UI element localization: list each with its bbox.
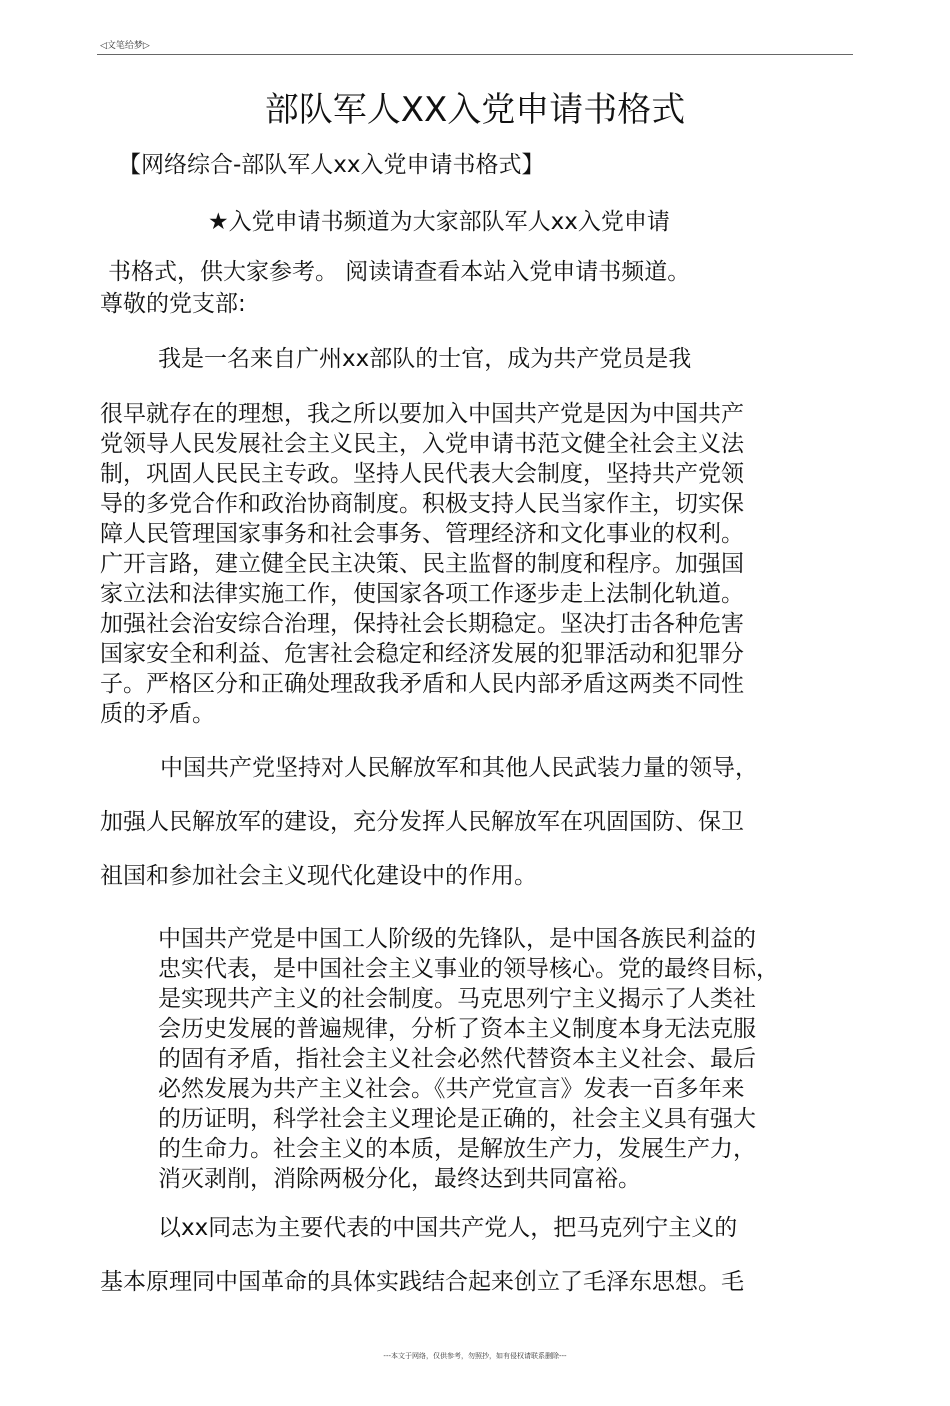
- paragraph-line: 是实现共产主义的社会制度。马克思列宁主义揭示了人类社: [158, 986, 756, 1012]
- intro-line-2: 书格式，供大家参考。 阅读请查看本站入党申请书频道。: [108, 259, 691, 285]
- paragraph-line: 的历证明，科学社会主义理论是正确的，社会主义具有强大: [158, 1106, 756, 1132]
- paragraph-2-line-3: 祖国和参加社会主义现代化建设中的作用。: [100, 863, 537, 889]
- paragraph-line: 广开言路，建立健全民主决策、民主监督的制度和程序。加强国: [100, 551, 744, 577]
- paragraph-line: 的固有矛盾，指社会主义社会必然代替资本主义社会、最后: [158, 1046, 756, 1072]
- document-title: 部队军人XX入党申请书格式: [264, 90, 686, 130]
- paragraph-1-body: [100, 399, 744, 729]
- paragraph-line: 必然发展为共产主义社会。《共产党宣言》发表一百多年来: [158, 1076, 745, 1102]
- paragraph-4-line-1: 以xx同志为主要代表的中国共产党人，把马克列宁主义的: [158, 1215, 738, 1241]
- paragraph-line: 质的矛盾。: [100, 701, 215, 727]
- paragraph-2-line-2: 加强人民解放军的建设，充分发挥人民解放军在巩固国防、保卫: [100, 809, 744, 835]
- paragraph-line: 障人民管理国家事务和社会事务、管理经济和文化事业的权利。: [100, 521, 744, 547]
- paragraph-line: 忠实代表，是中国社会主义事业的领导核心。党的最终目标，: [158, 956, 779, 982]
- paragraph-line: 加强社会治安综合治理，保持社会长期稳定。坚决打击各种危害: [100, 611, 744, 637]
- paragraph-4-line-2: 基本原理同中国革命的具体实践结合起来创立了毛泽东思想。毛: [100, 1269, 744, 1295]
- paragraph-line: 导的多党合作和政治协商制度。积极支持人民当家作主，切实保: [100, 491, 744, 517]
- paragraph-line: 国家安全和利益、危害社会稳定和经济发展的犯罪活动和犯罪分: [100, 641, 744, 667]
- paragraph-1-first-line: 我是一名来自广州xx部队的士官，成为共产党员是我: [158, 346, 692, 372]
- footer-note: ---本文于网络，仅供参考，勿照抄，如有侵权请联系删除---: [383, 1352, 567, 1360]
- paragraph-line: 很早就存在的理想，我之所以要加入中国共产党是因为中国共产: [100, 401, 744, 427]
- paragraph-line: 子。严格区分和正确处理敌我矛盾和人民内部矛盾这两类不同性: [100, 671, 744, 697]
- header-divider: [97, 54, 853, 55]
- paragraph-line: 制，巩固人民民主专政。坚持人民代表大会制度，坚持共产党领: [100, 461, 744, 487]
- paragraph-line: 会历史发展的普遍规律，分析了资本主义制度本身无法克服: [158, 1016, 756, 1042]
- paragraph-3-body: [158, 924, 779, 1194]
- paragraph-line: 的生命力。社会主义的本质，是解放生产力，发展生产力，: [158, 1136, 756, 1162]
- intro-line-1: ★入党申请书频道为大家部队军人xx入党申请: [208, 209, 670, 235]
- header-mark: ◁文笔给梦▷: [100, 41, 150, 51]
- paragraph-line: 中国共产党是中国工人阶级的先锋队，是中国各族民利益的: [158, 926, 756, 952]
- paragraph-2-line-1: 中国共产党坚持对人民解放军和其他人民武装力量的领导，: [160, 755, 758, 781]
- paragraph-line: 消灭剥削，消除两极分化，最终达到共同富裕。: [158, 1166, 641, 1192]
- source-line: 【网络综合-部队军人xx入党申请书格式】: [118, 152, 545, 178]
- paragraph-line: 党领导人民发展社会主义民主，入党申请书范文健全社会主义法: [100, 431, 744, 457]
- salutation: 尊敬的党支部:: [100, 291, 246, 317]
- paragraph-line: 家立法和法律实施工作，使国家各项工作逐步走上法制化轨道。: [100, 581, 744, 607]
